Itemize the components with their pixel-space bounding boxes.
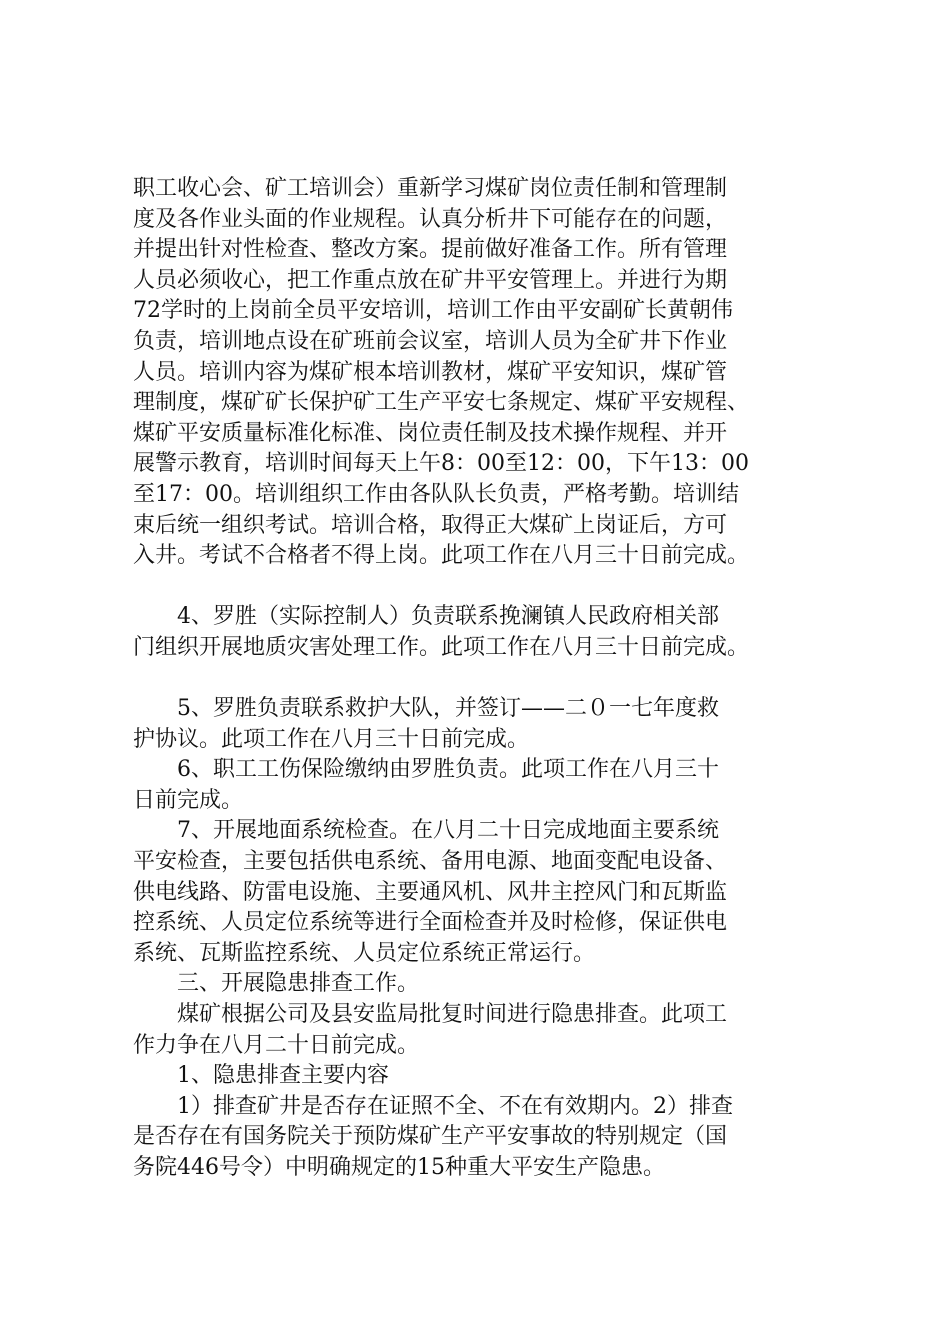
text-line: 日前完成。 (133, 787, 244, 813)
text-line: 5、罗胜负责联系救护大队，并签订——二０一七年度救 (177, 696, 719, 722)
text-line: 72学时的上岗前全员平安培训，培训工作由平安副矿长黄朝伟 (133, 298, 733, 324)
text-line: 负责，培训地点设在矿班前会议室，培训人员为全矿井下作业 (133, 328, 728, 354)
text-line: 平安检查，主要包括供电系统、备用电源、地面变配电设备、 (133, 849, 728, 875)
paragraph-gap (133, 572, 838, 603)
text-line: 7、开展地面系统检查。在八月二十日完成地面主要系统 (177, 818, 719, 844)
text-line: 煤矿平安质量标准化标准、岗位责任制及技术操作规程、并开 (133, 420, 728, 446)
text-line: 是否存在有国务院关于预防煤矿生产平安事故的特别规定（国 (133, 1124, 728, 1150)
paragraph-gap (133, 664, 838, 695)
text-line: 1）排查矿井是否存在证照不全、不在有效期内。2）排查 (177, 1093, 733, 1119)
text-line: 6、职工工伤保险缴纳由罗胜负责。此项工作在八月三十 (177, 757, 719, 783)
section-heading: 三、开展隐患排查工作。 (177, 971, 420, 997)
text-line: 供电线路、防雷电设施、主要通风机、风井主控风门和瓦斯监 (133, 879, 728, 905)
text-line: 务院446号令）中明确规定的15种重大平安生产隐患。 (133, 1155, 665, 1180)
text-line: 4、罗胜（实际控制人）负责联系挽澜镇人民政府相关部 (177, 604, 719, 630)
document-body (133, 174, 838, 1184)
text-line: 煤矿根据公司及县安监局批复时间进行隐患排查。此项工 (177, 1002, 728, 1028)
text-line: 系统、瓦斯监控系统、人员定位系统正常运行。 (133, 940, 596, 966)
text-line: 并提出针对性检查、整改方案。提前做好准备工作。所有管理 (133, 237, 728, 263)
text-line: 至17：00。培训组织工作由各队队长负责，严格考勤。培训结 (133, 481, 739, 507)
subsection-heading: 1、隐患排查主要内容 (177, 1063, 389, 1089)
text-line: 门组织开展地质灾害处理工作。此项工作在八月三十日前完成。 (133, 634, 750, 660)
text-line: 理制度，煤矿矿长保护矿工生产平安七条规定、煤矿平安规程、 (133, 390, 750, 416)
text-line: 入井。考试不合格者不得上岗。此项工作在八月三十日前完成。 (133, 543, 750, 569)
text-line: 展警示教育，培训时间每天上午8：00至12：00，下午13：00 (133, 451, 749, 477)
text-line: 职工收心会、矿工培训会）重新学习煤矿岗位责任制和管理制 (133, 176, 728, 201)
text-line: 人员必须收心，把工作重点放在矿井平安管理上。并进行为期 (133, 267, 728, 293)
text-line: 人员。培训内容为煤矿根本培训教材，煤矿平安知识，煤矿管 (133, 359, 728, 385)
text-line: 束后统一组织考试。培训合格，取得正大煤矿上岗证后，方可 (133, 512, 728, 538)
text-line: 护协议。此项工作在八月三十日前完成。 (133, 726, 530, 752)
text-line: 控系统、人员定位系统等进行全面检查并及时检修，保证供电 (133, 910, 728, 936)
text-line: 作力争在八月二十日前完成。 (133, 1032, 420, 1058)
text-line: 度及各作业头面的作业规程。认真分析井下可能存在的问题， (133, 206, 728, 232)
